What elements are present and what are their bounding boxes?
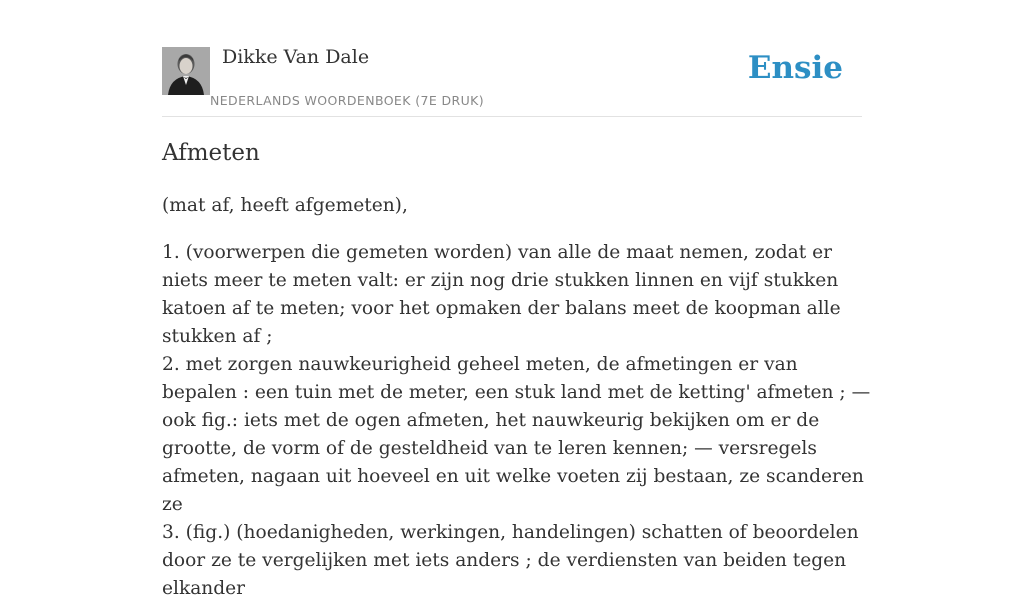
entry-title: Afmeten xyxy=(162,140,260,166)
entry-intro: (mat af, heeft afgemeten), xyxy=(162,195,408,216)
portrait-avatar-icon xyxy=(162,47,210,95)
definition-1: 1. (voorwerpen die gemeten worden) van alle de maat nemen, zodat er niets meer te meten valt: er zijn nog drie stukken linnen en vijf stukken katoen af te meten; voor het opmaken der balans meet de koopman alle stukken af ; xyxy=(162,242,841,347)
dictionary-source[interactable]: NEDERLANDS WOORDENBOEK (7E DRUK) xyxy=(210,93,485,108)
header xyxy=(162,40,862,117)
entry-body xyxy=(162,192,872,603)
definition-3: 3. (fig.) (hoedanigheden, werkingen, handelingen) schatten of beoordelen door ze te vergelijken met iets anders ; de verdiensten van beiden tegen elkander xyxy=(162,522,859,599)
author-name[interactable]: Dikke Van Dale xyxy=(222,46,370,68)
site-logo[interactable]: Ensie xyxy=(747,50,843,86)
avatar[interactable] xyxy=(162,47,210,95)
definition-2: 2. met zorgen nauwkeurigheid geheel meten, de afmetingen er van bepalen : een tuin met de meter, een stuk land met de ketting' afmeten ; — ook fig.: iets met de ogen afmeten, het nauwkeurig bekijken om er de grootte, de vorm of de gesteldheid van te leren kennen; — versregels afmeten, nagaan uit hoeveel en uit welke voeten zij bestaan, ze scanderen ze xyxy=(162,354,871,515)
